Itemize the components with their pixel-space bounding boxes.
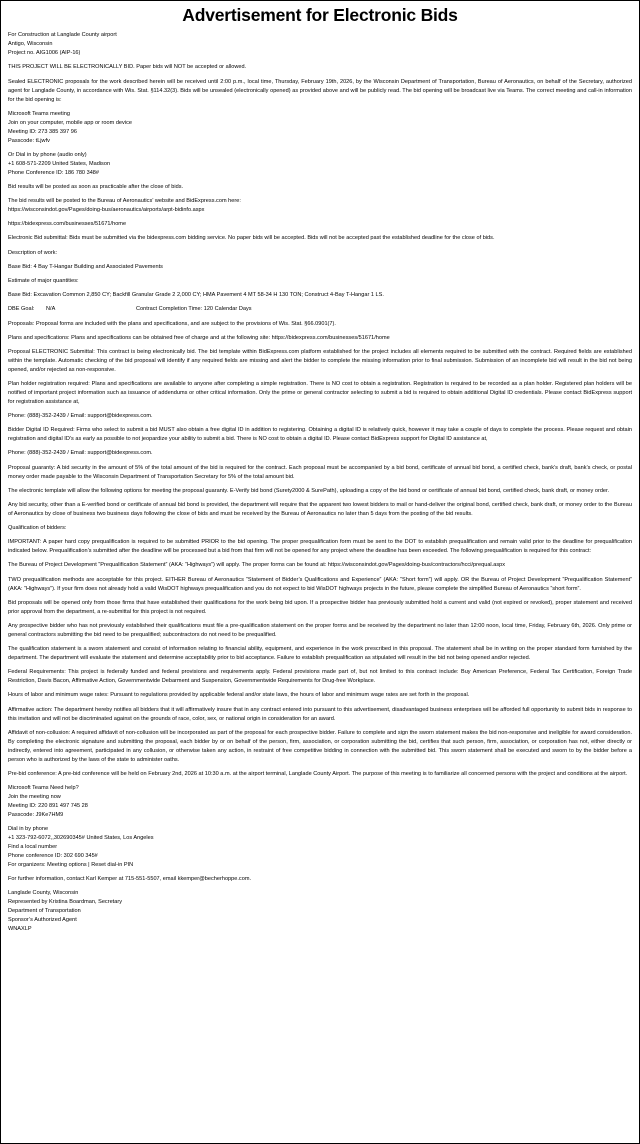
heading-estimate-of-quantities: Estimate of major quantities: [8,277,79,284]
dialin1-number: +1 608-571-2209 United States, Madison [8,160,111,167]
signature-represented-by: Represented by Kristina Boardman, Secretary [8,899,123,906]
paragraph-electronic-bid-submittal: Electronic Bid submittal: Bids must be submitted via the bidexpress.com bidding service. No paper bids will be accepted. Bids will not be accepted past the established deadline for the close of bids. [8,235,495,242]
project-header [8,31,632,58]
dbe-goal-row [8,305,632,314]
paragraph-affidavit-non-collusion: Affidavit of non-collusion: A required affidavit of non-collusion will be incorporated as part of the proposal for each prospective bidder. Failure to complete and sign the sworn statement makes the bid non-responsive and ineligible for award consideration. By completing the electronic signature and submitting the proposal, each bidder by or on behalf of the person, firm, association, or corporation submitting the bid, certifies that such person, firm, association, or corporation has not, either directly or indirectly, entered into agreement, participated in any collusion, or otherwise taken any action, in restraint of free competitive bidding in connection with the submitted bid. This sworn statement shall be executed and sworn to by the bidder before a person who is authorized by the laws of the state to administer oaths. [8,729,632,763]
paragraph-sealed-proposals: Sealed ELECTRONIC proposals for the work described herein will be received until 2:00 p.m., local time, Thursday, February 19th, 2026, by the Wisconsin Department of Transportation, Bureau of Aeronautics, on behalf of the Secretary, authorized agent for Langlade County, in accordance with Wis. Stat. §114.32(3). Bids will be unsealed (electronically opened) as provided above and will be publicly read. The bid opening will be broadcast live via Teams. The correct meeting and call-in information for the bid opening is: [8,78,632,103]
teams1-passcode: Passcode: tLjwfv [8,137,50,144]
paragraph-federal-requirements: Federal Requirements: This project is federally funded and federal provisions and requirements apply. Federal provisions made part of, but not limited to this contract include: Buy American Preference, Federal Tax Certification, Foreign Trade Restriction, Davis Bacon, Affirmative Action, Governmentwide Debarment and Suspension, Governmentwide Requirements for Drug-free Workplace. [8,669,632,685]
bid-results-url[interactable]: https://wisconsindot.gov/Pages/doing-bus/aeronautics/airports/arpt-bidinfo.aspx [8,207,205,214]
paragraph-prebid-conference: Pre-bid conference: A pre-bid conference will be held on February 2nd, 2026 at 10:30 a.m. at the airport terminal, Langlade County Airport. The purpose of this meeting is to familiarize all concerned persons with the project and conditions at the airport. [8,770,628,777]
header-line-construction: For Construction at Langlade County airport [8,32,117,39]
paragraph-bidder-digital-id: Bidder Digital ID Required: Firms who select to submit a bid MUST also obtain a free digital ID in addition to registering. Obtaining a digital ID is relatively quick, however it may take a couple of days to complete the process. Please request and obtain registration and digital ID’s as early as possible to not jeopardize your ability to submit a bid. There is NO cost to obtain a digital ID. Please contact BidExpress support for Digital ID assistance at, [8,427,632,443]
paragraph-two-prequalification-methods: TWO prequalification methods are acceptable for this project. EITHER Bureau of Aeronautics “Statement of Bidder’s Qualifications and Experience” (AKA: “Short form”) will apply. OR the Bureau of Project Development “Prequalification Statement” (AKA: “Highways”). If your firm does not already hold a valid WisDOT highways prequalification and you do not expect to bid WisDOT highways projects in the future, please complete the simplified Bureau of Aeronautics “short form”. [8,576,632,592]
dialin2-title: Dial in by phone [8,826,49,833]
signature-authorized-agent: Sponsor’s Authorized Agent [8,917,77,924]
teams1-meeting-id: Meeting ID: 273 385 397 96 [8,128,77,135]
paragraph-bid-proposals-opened: Bid proposals will be opened only from those firms that have established their qualifications for the work being bid upon. If a prospective bidder has previously submitted hold a current and valid (not expired or revoked), proper statement and received prior approval from the department, a re-submittal for this project is not required. [8,599,632,615]
support-phone-email-2: Phone: (888)-352-2439 / Email: support@bidexpress.com. [8,450,153,457]
paragraph-base-bid-quantities: Base Bid: Excavation Common 2,850 CY; Backfill Granular Grade 2 2,000 CY; HMA Pavement 4 MT 58-34 H 130 TON; Construct 4-Bay T-Hangar 1 LS. [8,292,384,299]
dbe-goal-label: DBE Goal: [8,306,35,313]
support-phone-email-1: Phone: (888)-352-2439 / Email: support@bidexpress.com. [8,413,153,420]
signature-department: Department of Transportation [8,908,81,915]
bidexpress-url[interactable]: https://bidexpress.com/businesses/51671/home [8,221,127,228]
dialin1-title: Or Dial in by phone (audio only) [8,151,87,158]
paragraph-bureau-project-development: The Bureau of Project Development “Prequalification Statement” (AKA: “Highways”) will apply. The proper forms can be found at: https://wisconsindot.gov/Pages/doing-bus/contractors/hcci/prequal.aspx [8,562,506,569]
contract-completion-time: Contract Completion Time: 120 Calendar Days [136,306,252,313]
signature-county: Langlade County, Wisconsin [8,890,79,897]
paragraph-affirmative-action: Affirmative action: The department hereby notifies all bidders that it will affirmatively insure that in any contract entered into pursuant to this advertisement, disadvantaged business enterprises will be afforded full opportunity to submit bids in response to this invitation and will not be discriminated against on the grounds of race, color, sex, or national origin in consideration for an award. [8,706,632,722]
heading-description-of-work: Description of work: [8,249,58,256]
teams2-meeting-id: Meeting ID: 220 891 497 745 28 [8,802,88,809]
teams1-join-link[interactable]: Join on your computer, mobile app or room device [8,119,132,126]
paragraph-proposals: Proposals: Proposal forms are included with the plans and specifications, and are subject to the provisions of Wis. Stat. §66.0901(7). [8,320,336,327]
header-line-city-state: Antigo, Wisconsin [8,41,53,48]
paragraph-further-information: For further information, contact Karl Kemper at 715-551-5507, email kkemper@becherhoppe.com. [8,876,252,883]
paragraph-hours-of-labor: Hours of labor and minimum wage rates: Pursuant to regulations provided by applicable federal and/or state laws, the hours of labor and minimum wage rates are set forth in the proposal. [8,692,470,699]
paragraph-electronically-bid: THIS PROJECT WILL BE ELECTRONICALLY BID. Paper bids will NOT be accepted or allowed. [8,64,247,71]
teams2-help-link[interactable]: Microsoft Teams Need help? [8,785,79,792]
teams-meeting-block-1 [8,110,632,146]
dial-in-block-2 [8,825,632,870]
teams-meeting-block-2 [8,784,632,820]
dialin2-find-local-number-link[interactable]: Find a local number [8,844,58,851]
heading-qualification-of-bidders: Qualification of bidders: [8,525,67,532]
paragraph-qualification-statement: The qualification statement is a sworn statement and consist of information relating to financial ability, equipment, and experience in the work prescribed in this proposal. The statement shall be in writing on the proper standard form furnished by the department. The department will evaluate the statement and determine acceptability prior to bid acceptance. Failure to establish prequalification as stipulated will result in the bid not being opened and/or rejected. [8,646,632,662]
dialin2-organizer-options[interactable]: For organizers: Meeting options | Reset dial-in PIN [8,862,134,869]
teams2-join-link[interactable]: Join the meeting now [8,794,61,800]
teams1-title: Microsoft Teams meeting [8,110,71,117]
dialin2-number: +1 323-792-6072,,302690345# United States, Los Angeles [8,835,154,842]
paragraph-electronic-template: The electronic template will allow the following options for meeting the proposal guaranty. E-Verify bid bond (Surety2000 & SurePath), uploading a copy of the bid bond or certificate of annual bid bond, certified check, bank draft, or money order. [8,487,610,494]
paragraph-base-bid-description: Base Bid: 4 Bay T-Hangar Building and Associated Pavements [8,263,163,270]
dialin2-conference-id: Phone conference ID: 302 690 345# [8,853,98,860]
teams2-passcode: Passcode: J9Ke7HM9 [8,811,64,818]
bid-results-posting-block [8,197,632,215]
signature-wnaxlp: WNAXLP [8,926,32,933]
dialin1-conference-id: Phone Conference ID: 186 780 348# [8,169,100,176]
dial-in-block-1 [8,151,632,178]
page-title: Advertisement for Electronic Bids [182,5,458,25]
bid-results-posted-text: The bid results will be posted to the Bureau of Aeronautics’ website and BidExpress.com here: [8,198,241,205]
paragraph-plan-holder-registration: Plan holder registration required: Plans and specifications are available to anyone after completing a simple registration. There is NO cost to obtain a registration. Registration is required to be recorded as a plan holder. Registered plan holders will be notified of important project information such as issuance of addendums or other critical information. Only the prime or general contractor selecting to submit a bid is required to obtain additional Digital ID credentials. Please contact BidExpress support for registration assistance at, [8,380,632,405]
dbe-goal-value: N/A [46,306,56,313]
paragraph-important-prequalification: IMPORTANT: A paper hard copy prequalification is required to be submitted PRIOR to the bid opening. The proper prequalification form must be sent to the DOT to establish prequalification and remain valid prior to the deadline for prequalification indicated below. Prequalification’s submitted after the deadline will be processed but a bid from that firm will not be opened for any project where the deadline has been exceeded. The following prequalification is required for this contract: [8,539,632,555]
header-line-project-no: Project no. AIG1006 (AIP-16) [8,50,81,57]
paragraph-bid-results: Bid results will be posted as soon as practicable after the close of bids. [8,183,184,190]
paragraph-prospective-bidder: Any prospective bidder who has not previously established their qualifications must file a pre-qualification statement on the proper forms and be received by the department no later than 12:00 noon, local time, Friday, February 6th, 2026. Only prime or general contractors submitting the bid need to be prequalified; subcontractors do not need to be prequalified. [8,622,632,638]
paragraph-proposal-electronic-submittal: Proposal ELECTRONIC Submittal: This contract is being electronically bid. The bid template within BidExpress.com platform established for the project includes all elements required to be submitted with the contract. Required fields are established within the template. Automatic checking of the bid proposal will identify if any required fields are missing and alert the bidder to complete the missing information prior to final submission. Submission of an incomplete bid will result in the bid not being opened, and/or rejected as non-responsive. [8,348,632,373]
signature-block [8,889,632,934]
paragraph-bid-security: Any bid security, other than a E-verified bond or certificate of annual bid bond is provided, the department will require that the apparent two lowest bidders to mail or hand-deliver the original bond, certified check, bank draft, or money order to the Bureau of Aeronautics by close of business two business days following the close of bids and must be received by the Bureau of Aeronautics no later than 5 days from the posting of the bid results. [8,501,632,517]
paragraph-plans-and-specifications: Plans and specifications: Plans and specifications can be obtained free of charge and at the following site: https://bidexpress.com/businesses/51671/home [8,334,390,341]
paragraph-proposal-guaranty: Proposal guaranty: A bid security in the amount of 5% of the total amount of the bid is required for the contract. Each proposal must be accompanied by a bid bond, certificate of annual bid bond, a certified check, bank’s draft, bank’s check, or postal money order made payable to the Wisconsin Department of Transportation Secretary for 5% of the total amount bid. [8,464,632,480]
